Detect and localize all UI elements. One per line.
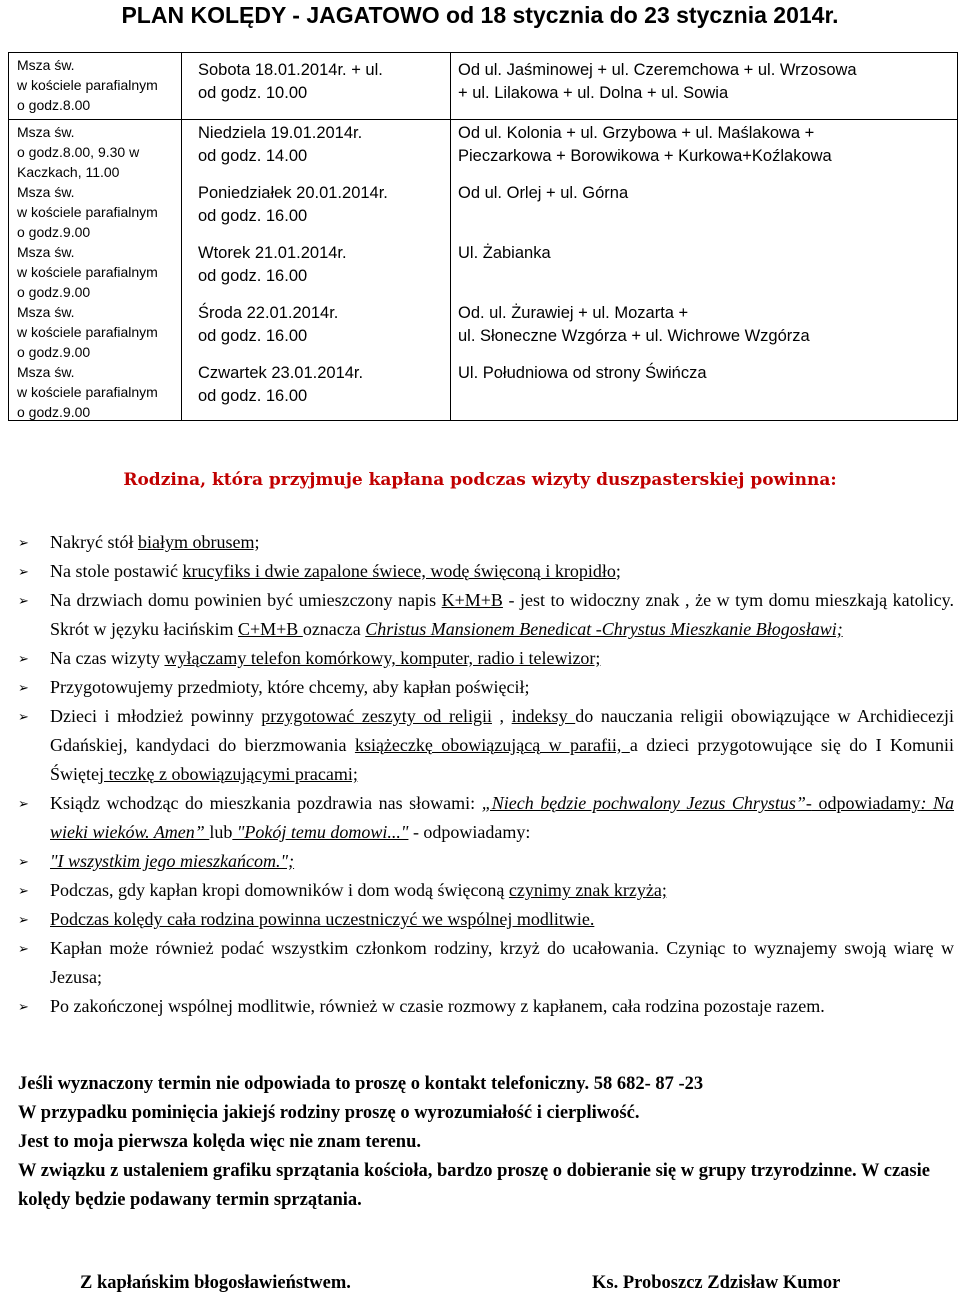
day-line: od godz. 14.00 (198, 147, 308, 165)
streets-cell (451, 120, 958, 421)
arrow-bullet-icon: ➢ (18, 593, 29, 608)
mass-line: o godz.9.00 (17, 344, 91, 360)
day-line: Poniedziałek 20.01.2014r. (198, 184, 388, 202)
notes-block (18, 1070, 954, 1215)
arrow-bullet-icon: ➢ (18, 564, 29, 579)
day-line: od godz. 16.00 (198, 327, 308, 345)
list-item: ➢ Podczas, gdy kapłan kropi domowników i dom wodą święconą czynimy znak krzyża; (18, 876, 954, 905)
mass-line: Msza św. (17, 124, 75, 140)
mass-line: Kaczkach, 11.00 (17, 164, 120, 180)
arrow-bullet-icon: ➢ (18, 535, 29, 550)
list-item: ➢ Na stole postawić krucyfiks i dwie zapalone świece, wodę święconą i kropidło; (18, 557, 954, 586)
list-item: ➢ Po zakończonej wspólnej modlitwie, również w czasie rozmowy z kapłanem, cała rodzina pozostaje razem. (18, 992, 954, 1021)
street-line: Pieczarkowa + Borowikowa + Kurkowa+Koźlakowa (458, 147, 832, 165)
mass-line: o godz.9.00 (17, 224, 91, 240)
day-line: od godz. 16.00 (198, 267, 308, 285)
arrow-bullet-icon: ➢ (18, 854, 29, 869)
day-line: od godz. 16.00 (198, 207, 308, 225)
mass-line: o godz.9.00 (17, 404, 91, 420)
list-item: ➢ Nakryć stół białym obrusem; (18, 528, 954, 557)
street-line: Od. ul. Żurawiej + ul. Mozarta + (458, 304, 689, 322)
note-line: Jeśli wyznaczony termin nie odpowiada to proszę o kontakt telefoniczny. 58 682- 87 -23 (18, 1074, 704, 1094)
mass-line: w kościele parafialnym (17, 77, 158, 93)
street-line: Od ul. Orlej + ul. Górna (458, 184, 629, 202)
street-line: Ul. Żabianka (458, 244, 551, 262)
note-line: W przypadku pominięcia jakiejś rodziny proszę o wyrozumiałość i cierpliwość. (18, 1103, 640, 1123)
instructions-list (18, 528, 954, 1021)
street-line: ul. Słoneczne Wzgórza + ul. Wichrowe Wzgórza (458, 327, 810, 345)
street-line: Od ul. Jaśminowej + ul. Czeremchowa + ul. Wrzosowa (458, 61, 857, 79)
mass-line: w kościele parafialnym (17, 204, 158, 220)
day-cell (182, 53, 451, 120)
streets-cell (451, 53, 958, 120)
street-line: + ul. Lilakowa + ul. Dolna + ul. Sowia (458, 84, 729, 102)
list-item: ➢ Ksiądz wchodząc do mieszkania pozdrawia nas słowami: „Niech będzie pochwalony Jezus Chrystus”- odpowiadamy: Na wieki wieków. Amen” lub "Pokój temu domowi..." - odpowiadamy: (18, 789, 954, 847)
mass-line: w kościele parafialnym (17, 384, 158, 400)
table-row (9, 120, 958, 421)
street-line: Od ul. Kolonia + ul. Grzybowa + ul. Maślakowa + (458, 124, 815, 142)
note-line: Jest to moja pierwsza kolęda więc nie znam terenu. (18, 1132, 421, 1152)
mass-line: w kościele parafialnym (17, 264, 158, 280)
list-item: ➢ Podczas kolędy cała rodzina powinna uczestniczyć we wspólnej modlitwie. (18, 905, 954, 934)
list-item: ➢ "I wszystkim jego mieszkańcom."; (18, 847, 954, 876)
arrow-bullet-icon: ➢ (18, 796, 29, 811)
day-line: Środa 22.01.2014r. (198, 304, 339, 322)
mass-line: Msza św. (17, 304, 75, 320)
day-line: od godz. 16.00 (198, 387, 308, 405)
list-item: ➢ Przygotowujemy przedmioty, które chcemy, aby kapłan poświęcił; (18, 673, 954, 702)
arrow-bullet-icon: ➢ (18, 651, 29, 666)
arrow-bullet-icon: ➢ (18, 999, 29, 1014)
street-line: Ul. Południowa od strony Świńcza (458, 364, 707, 382)
arrow-bullet-icon: ➢ (18, 941, 29, 956)
mass-line: Msza św. (17, 244, 75, 260)
schedule-table (8, 52, 958, 421)
signature-pastor: Ks. Proboszcz Zdzisław Kumor (592, 1273, 841, 1293)
arrow-bullet-icon: ➢ (18, 709, 29, 724)
day-line: Niedziela 19.01.2014r. (198, 124, 363, 142)
arrow-bullet-icon: ➢ (18, 883, 29, 898)
instructions-heading: Rodzina, która przyjmuje kapłana podczas wizyty duszpasterskiej powinna: (123, 470, 837, 490)
mass-cell (9, 53, 182, 120)
mass-line: Msza św. (17, 57, 75, 73)
mass-line: Msza św. (17, 184, 75, 200)
day-line: Sobota 18.01.2014r. + ul. (198, 61, 383, 79)
day-line: Wtorek 21.01.2014r. (198, 244, 347, 262)
day-cell (182, 120, 451, 421)
table-row (9, 53, 958, 120)
note-line: W związku z ustaleniem grafiku sprzątania kościoła, bardzo proszę o dobieranie się w grupy trzyrodzinne. W czasie kolędy będzie podawany termin sprzątania. (18, 1161, 930, 1210)
day-line: Czwartek 23.01.2014r. (198, 364, 364, 382)
page-title: PLAN KOLĘDY - JAGATOWO od 18 stycznia do 23 stycznia 2014r. (121, 2, 839, 28)
arrow-bullet-icon: ➢ (18, 680, 29, 695)
mass-line: o godz.8.00, 9.30 w (17, 144, 140, 160)
day-line: od godz. 10.00 (198, 84, 308, 102)
list-item: ➢ Na drzwiach domu powinien być umieszczony napis K+M+B - jest to widoczny znak , że w tym domu mieszkają katolicy. Skrót w języku łacińskim C+M+B oznacza Christus Mansionem Benedicat -Chrystus Mieszkanie Błogosławi; (18, 586, 954, 644)
mass-line: w kościele parafialnym (17, 324, 158, 340)
list-item: ➢ Kapłan może również podać wszystkim członkom rodziny, krzyż do ucałowania. Czyniąc to wyznajemy swoją wiarę w Jezusa; (18, 934, 954, 992)
list-item: ➢ Na czas wizyty wyłączamy telefon komórkowy, komputer, radio i telewizor; (18, 644, 954, 673)
list-item: ➢ Dzieci i młodzież powinny przygotować zeszyty od religii , indeksy do nauczania religii obowiązujące w Archidiecezji Gdańskiej, kandydaci do bierzmowania książeczkę obowiązującą w parafii, a dzieci przygotowujące się do I Komunii Świętej teczkę z obowiązującymi pracami; (18, 702, 954, 789)
mass-line: o godz.9.00 (17, 284, 91, 300)
arrow-bullet-icon: ➢ (18, 912, 29, 927)
mass-line: o godz.8.00 (17, 97, 91, 113)
mass-line: Msza św. (17, 364, 75, 380)
mass-cell (9, 120, 182, 421)
signature-blessing: Z kapłańskim błogosławieństwem. (80, 1273, 351, 1293)
